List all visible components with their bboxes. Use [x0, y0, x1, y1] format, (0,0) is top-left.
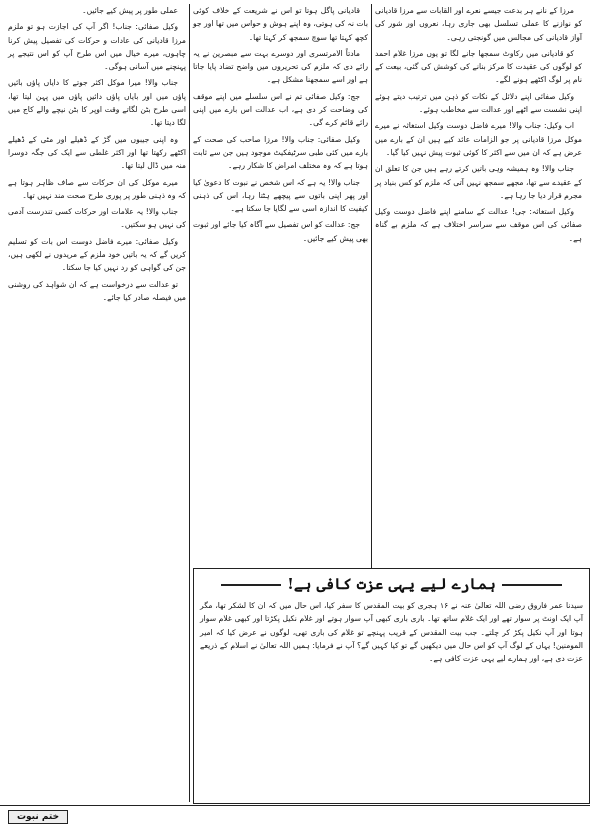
box-title-text: ہمارے لیے یہی عزت کافی ہے! [287, 575, 496, 593]
title-bar-right [221, 584, 281, 586]
box-title [200, 575, 583, 593]
left-column [5, 4, 189, 802]
title-bar-left [502, 584, 562, 586]
paragraph: وکیل استغاثہ: جی! عدالت کے سامنے اپنے فاضل دوست وکیل صفائی کی اس موقف سے سراسر اختلاف ہے کہ ملزم بے گناہ ہے۔ [375, 207, 582, 243]
paragraph: تو عدالت سے درخواست ہے کہ ان شواہد کی روشنی میں فیصلہ صادر کیا جائے۔ [8, 279, 186, 302]
paragraph: وہ اپنی جیبوں میں گڑ کے ڈھیلے اور مٹی کے ڈھیلے اکٹھے رکھتا تھا اور اکثر غلطی سے ایک کی جگہ دوسرا منہ میں ڈال لیتا تھا۔ [8, 134, 186, 171]
paragraph: مرزا کے نانے ہر بدعت جیسے نعرے اور القابات سے مرزا قادیانی کو نوازنے کا عملی تسلسل بھی جاری رہا، نعروں اور شور کی آواز قادیانی کی مجالس میں گونجتی رہی۔ [375, 6, 582, 42]
paragraph: وکیل صفائی: جناب! اگر آپ کی اجازت ہو تو ملزم مرزا قادیانی کی عادات و حرکات کی تفصیل پیش کرنا چاہوں، میرے خیال میں اس طرح آپ کو اس نتیجے پر پہنچنے میں آسانی ہوگی۔ [8, 22, 186, 72]
boxed-article [193, 568, 590, 804]
paragraph: جج: وکیل صفائی تم نے اس سلسلے میں اپنے موقف کی وضاحت کر دی ہے، اب عدالت اس بارے میں اپنی رائے قائم کرے گی۔ [193, 91, 368, 128]
paragraph: وکیل صفائی: جناب والا! مرزا صاحب کی صحت کے بارے میں کئی طبی سرٹیفکیٹ موجود ہیں جن سے ثابت ہوتا ہے کہ وہ مختلف امراض کا شکار رہے۔ [193, 134, 368, 171]
box-body: سیدنا عمر فاروق رضی اللہ تعالیٰ عنہ نے ۱۶ ہجری کو بیت المقدس کا سفر کیا، اس حال میں کہ ان کا لشکر تھا، مگر آپ ایک اونٹ پر سوار تھے اور ایک غلام ساتھ تھا۔ باری باری کبھی آپ سوار ہوتے اور غلام نکیل پکڑتا اور کبھی غلام سوار ہوتا اور آپ نکیل پکڑ کر چلتے۔ جب بیت المقدس کے قریب پہنچے تو غلام کی باری تھی، لوگوں نے عرض کیا کہ امیر المومنین! یہاں کے لوگ آپ کو اس حال میں دیکھیں گے تو کیا کہیں گے؟ آپ نے فرمایا: ہمیں اللہ تعالیٰ نے اسلام کے ذریعے عزت دی ہے، اور ہمارے لیے یہی عزت کافی ہے۔ [200, 601, 584, 664]
paragraph: میرے موکل کی ان حرکات سے صاف ظاہر ہوتا ہے کہ وہ ذہنی طور پر پوری طرح صحت مند نہیں تھا۔ [8, 177, 186, 200]
paragraph: عملی طور پر پیش کیے جائیں۔ [82, 6, 178, 15]
paragraph: جناب والا! وہ ہمیشہ وہی باتیں کرتے رہے ہیں جن کا تعلق ان کے عقیدے سے تھا، مجھے سمجھ نہیں آتی کہ ملزم کو کس بنیاد پر مجرم قرار دیا جا رہا ہے۔ [375, 164, 582, 200]
paragraph: مادتاً الامرتسری اور دوسرے بہت سے مبصرین نے یہ رائے دی کہ ملزم کی تحریروں میں واضح تضاد پایا جاتا ہے اور اسے سمجھنا مشکل ہے۔ [193, 48, 368, 85]
paragraph: جناب والا! میرا موکل اکثر جوتے کا دایاں پاؤں بائیں پاؤں میں اور بایاں پاؤں دائیں پاؤں میں پہن لیتا تھا، اسی طرح بٹن لگاتے وقت اوپر کا بٹن نیچے والے کاج میں لگا دیتا تھا۔ [8, 78, 186, 128]
paragraph: جناب والا! یہ علامات اور حرکات کسی تندرست آدمی کی نہیں ہو سکتیں۔ [8, 207, 186, 230]
paragraph: قادیانی پاگل ہوتا تو اس نے شریعت کے خلاف کوئی بات نہ کی ہوتی، وہ اپنے ہوش و حواس میں تھا اور جو کچھ کہتا تھا سوچ سمجھ کر کہتا تھا۔ [193, 6, 368, 42]
paragraph: جج: عدالت کو اس تفصیل سے آگاہ کیا جائے اور ثبوت بھی پیش کیے جائیں۔ [193, 220, 368, 243]
paragraph: کو قادیانی میں رکاوٹ سمجھا جانے لگا تو یوں مرزا غلام احمد کو لوگوں کی عقیدت کا مرکز بنانے کی کوشش کی گئی، بیعت کے نام پر لوگ اکٹھے ہونے لگے۔ [375, 48, 582, 85]
paragraph: جناب والا! یہ ہے کہ اس شخص نے نبوت کا دعویٰ کیا اور پھر اپنی باتوں سے پیچھے ہٹتا رہا، اس کی ذہنی کیفیت کا اندازہ اسی سے لگایا جا سکتا ہے۔ [193, 177, 368, 214]
footer-strip [0, 805, 590, 828]
paragraph: اب وکیل: جناب والا! میرے فاضل دوست وکیل استغاثہ نے میرے موکل مرزا قادیانی پر جو الزامات عائد کیے ہیں ان کے بارے میں عرض ہے کہ ان میں سے اکثر کا کوئی ثبوت پیش نہیں کیا گیا۔ [375, 121, 582, 157]
paragraph: وکیل صفائی اپنے دلائل کے نکات کو ذہن میں ترتیب دیتے ہوئے اپنی نشست سے اٹھے اور عدالت سے مخاطب ہوئے۔ [375, 91, 582, 115]
paragraph: وکیل صفائی: میرے فاضل دوست اس بات کو تسلیم کریں گے کہ یہ باتیں خود ملزم کے مریدوں نے لکھی ہیں، جن کی گواہی کو رد نہیں کیا جا سکتا۔ [8, 236, 186, 273]
footer-tag: ختم نبوت [8, 810, 68, 824]
